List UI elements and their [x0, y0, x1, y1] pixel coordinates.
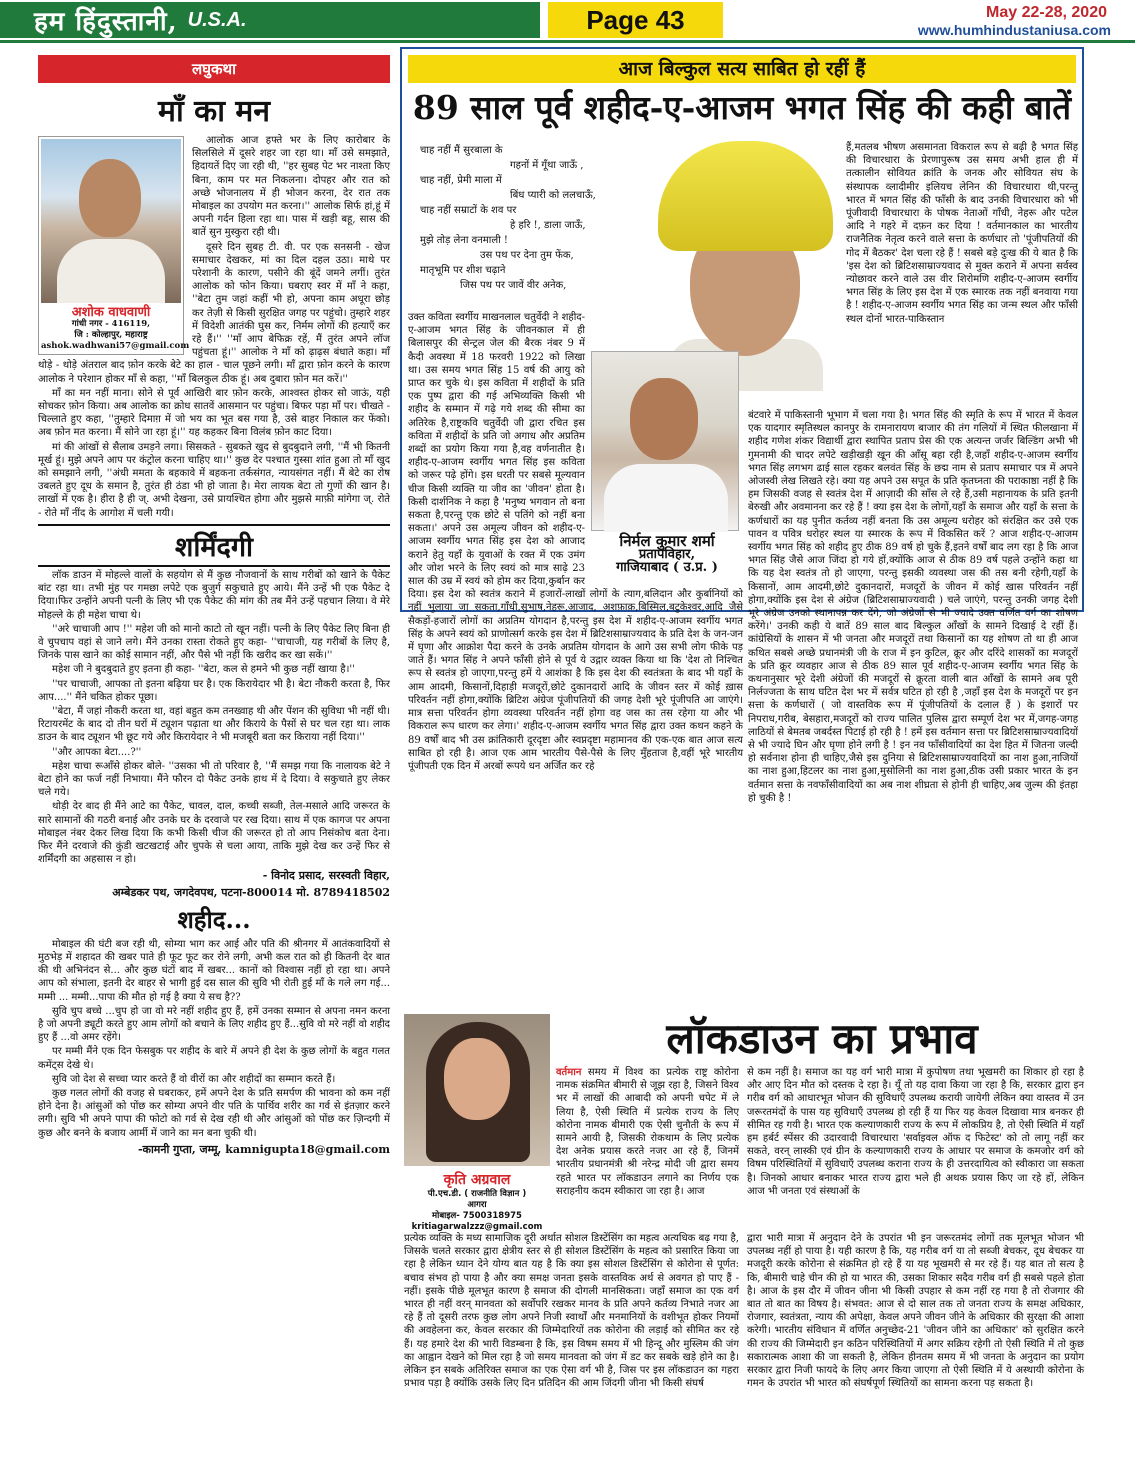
- poem-line: मुझे तोड़ लेना वनमाली !: [420, 235, 508, 246]
- paragraph: ''बेटा, मैं जहां नौकरी करता था, वहां बहुत कम तनख्वाह थी और पेंशन की सुविधा भी नहीं थी। रिटायरमेंट के बाद दो तीन घरों में ट्यूशन पढ़ाता था और किराये के पैसों से घर चल रहा था। लाक डाउन के बाद ट्यूशन भी छूट गये और किरायेदार ने भी मजबूरी बता कर किराया नहीं दिया।'': [38, 705, 390, 744]
- author-photo: [591, 351, 739, 531]
- author-photo: [41, 139, 181, 303]
- story-maa-ka-man: [38, 134, 390, 520]
- paragraph: माँ का मन नहीं माना। सोने से पूर्व आखिरी बार फ़ोन करके, आश्वस्त होकर सो जाऊं, यही सोचकर फ़ोन किया। अब आलोक का क्रोध सातवें आसमान पर पहुंचा। बिफर पड़ा माँ पर। चीखते - चिल्लाते हुए कहा, ''तुम्हारे दिमाग़ में जो भय का भूत बस गया है, उसे बाहर निकाल कर फेंको। अब फ़ोन मत करना। मैं सोने जा रहा हूं।'' यह कहकर बिना विलंब फ़ोन काट दिया।: [38, 387, 390, 439]
- masthead-banner: [0, 2, 540, 38]
- story-signature: - विनोद प्रसाद, सरस्वती विहार,: [262, 869, 390, 883]
- poem: [420, 143, 640, 293]
- paragraph: ''अरे चाचाजी आप !'' महेश जी को मानो काटो तो खून नहीं। पत्नी के लिए पैकेट लिए बिना ही वे चुपचाप वहां से जाने लगे। मैंने उनका रास्ता रोकते हुए कहा- ''चाचाजी, यह गरीबों के लिए है, जिनके पास खाने का कोई सामान नहीं, और पैसे भी नहीं कि खरीद कर खा सकें।'': [38, 623, 390, 662]
- newspaper-title: हम हिंदुस्तानी,: [34, 7, 178, 37]
- author-photo-shirt: [57, 239, 165, 303]
- paragraph: दूसरे दिन सुबह टी. वी. पर एक सनसनी - खेज समाचार देखकर, मां का दिल दहल उठा। माथे पर परेशानी के कारण, पसीने की बूंदें जमने लगीं। तुरंत आलोक को फोन किया। घबराए स्वर में माँ ने कहा, ''बेटा तुम जहां कहीं भी हो, अपना काम अधूरा छोड़ कर तेज़ी से किसी सुरक्षित जगह पर पहुंचो। तुम्हारे शहर में विदेशी आतंकी घुस कर, निर्मम लोगों की हत्याएँ कर रहे हैं।'' ''माँ आप बेफिक्र रहें, मैं तुरंत अपने लॉज पहुंचता हूं।'' आलोक ने माँ को ढ़ाढ़स बंधाते कहा। माँ थोड़े - थोड़े अंतराल बाद फ़ोन करके बेटे का हाल - चाल पूछने लगी। माँ द्वारा फ़ोन करने के कारण आलोक ने परेशान होकर माँ से कहा, ''माँ बिलकुल ठीक हूं। अब दुबारा फ़ोन मत करें।'': [38, 241, 390, 385]
- poem-line: हे हरि !, डाला जाऊँ,: [510, 220, 586, 231]
- paragraph: ''पर चाचाजी, आपका तो इतना बढ़िया घर है। एक किरायेदार भी है। बेटा नौकरी करता है, फिर आप....'' मैंने चकित होकर पूछा।: [38, 678, 390, 703]
- masthead: [0, 0, 1135, 42]
- paragraph: आलोक आज हफ्ते भर के लिए कारोबार के सिलसिले में दूसरे शहर जा रहा था। माँ उसे समझाते, हिदायतें दिए जा रही थी, ''हर सुबह पेट भर नाश्ता किए बिना, काम पर मत निकलना। दोपहर और रात को अच्छे भोजनालय में ही भोजन करना, देर रात तक मोबाइल का उपयोग मत करना।'' आलोक सिर्फ हां,हूं में अपनी गर्दन हिला रहा था। पास में खड़ी बहू, सास की बातें सुन मुस्कुरा रही थी।: [192, 135, 390, 239]
- website-link[interactable]: www.humhindustaniusa.com: [917, 22, 1111, 38]
- poem-line: चाह नहीं सम्राटों के शव पर: [420, 205, 517, 216]
- page-number: Page 43: [548, 2, 723, 38]
- paragraph: ''और आपका बेटा....?'': [52, 746, 142, 758]
- newspaper-region: U.S.A.: [187, 8, 247, 31]
- feature-kicker: आज बिल्कुल सत्य साबित हो रहीं हैं: [408, 55, 1076, 83]
- author-email: kritiagarwalzzz@gmail.com: [411, 1222, 543, 1232]
- author-name: निर्मल कुमार शर्मा: [619, 532, 715, 550]
- paragraph: महेश जी ने बुदबुदाते हुए इतना ही कहा- ''बेटा, कल से हमने भी कुछ नहीं खाया है।'': [52, 664, 355, 676]
- author-place-2: गाजियाबाद ( उ.प्र. ): [616, 560, 718, 576]
- feature-text-right-bottom: बंटवारे में पाकिस्तानी भूभाग में चला गया है। भगत सिंह की स्मृति के रूप में भारत में केवल एक यादगार स्मृतिस्थल कानपुर के रामनारायण बाजार की तंग गलियों में स्थित फीलखाना में शहीद गणेश शंकर विद्यार्थी द्वारा स्थापित प्रताप प्रेस की एक अत्यन्त जर्जर बिल्डिंग अभी भी गुमनामी की चादर लपेटे खड़ीखड़ी खून की आँसू बहा रही है,जहाँ शहीद-ए-आजम स्वर्गीय भगत सिंह लगभग ढाई साल रहकर बलवंत सिंह के छद्म नाम से प्रताप समाचार पत्र में अपने ओजस्वी लेख लिखते रहे। क्या यह अपने उस सपूत के प्रति कृतघ्नता की पराकाष्ठा नहीं है कि हम जिसकी वजह से स्वतंत्र देश में आज़ादी की साँस ले रहे हैं,उसी महानायक के प्रति इतनी बेरुखी और अवमानना कर रहे हैं ! क्या इस देश के लोगों,यहाँ के समाज और यहाँ के सत्ता के कर्णधारों का यह पुनीत कर्तव्य नहीं बनता कि उस अमूल्य धरोहर को संरक्षित कर उसे एक पावन व पवित्र धरोहर स्थल या स्मारक के रूप में विकसित करें ? आज शहीद-ए-आजम स्वर्गीय भगत सिंह को शहीद हुए ठीक 89 वर्ष हो चुके हैं,इतने वर्षों बाद लग रहा है कि आज भगत सिंह जैसे आज जिंदा हो गये हों,क्योंकि आज से ठीक 89 वर्ष पहले उन्होंने कहा था कि यह देश स्वतंत्र तो हो जाएगा, परन्तु इसकी व्यवस्था जस की तस बनी रहेगी,यहाँ के किसानों, आम आदमी,छोटे दुकानदारों, मजदूरों के जीवन में कोई खास परिवर्तन नहीं होगा,क्योंकि इस देश से अंग्रेज (ब्रिटिशसाम्राज्यवादी ) चले जाएंगे, परन्तु उनकी जगह देशी भूरे अंग्रेज उनको स्थानापन्न कर देंगे, जो अंग्रेजों से भी ज्यादे उक्त वर्णित वर्ग का शोषण करेंगे।' उनकी कही ये बातें 89 साल बाद बिल्कुल आँखों के सामने दिखाई दे रहीं हैं। कांग्रेसियों के शासन में भी जनता और मजदूरों तथा किसानों का यह शोषण तो था ही आज कथित सबसे अच्छे प्रधानमंत्री जी के राज में इन कुटिल, क्रूर और दरिंदे शासकों का मजदूरों के प्रति क्रूर व्यवहार आज से ठीक 89 साल पूर्व शहीद-ए-आजम स्वर्गीय भगत सिंह के कथनानुसार भूरे देशी अंग्रेजों की मजदूरों से क्रूरता वाली बात आँखों के सामने अब पूरी निर्लज्जता के साथ घटित देश भर में सर्वत्र घटित हो रही है ,जहाँ इस देश के मजदूरों पर इन सत्ता के कर्णधारों ( जो वास्तविक रूप में पूंजीपतियों के दलाल हैं ) के इशारों पर निपराध,गरीब, बेसहारा,मजदूरों को राज्य पालित पुलिस द्वारा सम्पूर्ण देश भर में,जगह-जगह लाठियों से बेमतब जबर्दस्त पिटाई हो रही है ! हमें इस वर्तमान सत्ता पर ब्रिटिशसाम्राज्यवादियों से भी ज्यादे घिन और घृणा होने लगी है ! इन नव फाँसीवादियों का देश हित में जितना जल्दी हो सर्वनाश होना ही चाहिए,जैसे इस दुनिया से ब्रिटिशसाम्राज्यवादियों का नाश हुआ,नाजियों का नाश हुआ,हिटलर का नाश हुआ,मुसोलिनी का नाश हुआ,ठीक उसी प्रकार भारत के इन वर्तमान सत्ता के नवफाँसीवादियों का अब नाश शीघ्रता से होनी ही चाहिए,अब जुल्म की इंतहा हो चुकी है !: [748, 410, 1078, 804]
- masthead-divider: [0, 40, 1135, 43]
- author-card-nirmal: [591, 351, 743, 575]
- left-column: [38, 55, 390, 1156]
- poem-line: उस पथ पर देना तुम फेंक,: [480, 250, 574, 261]
- feature-headline: 89 साल पूर्व शहीद-ए-आजम भगत सिंह की कही बातें: [412, 88, 1072, 127]
- story-title-sharmindagi: शर्मिंदगी: [38, 524, 390, 567]
- feature-body: उक्त कविता स्वर्गीय माखनलाल चतुर्वेदी ने शहीद-ए-आजम भगत सिंह के जीवनकाल में ही बिलासपुर की सेन्ट्रल जेल की बैरक नंबर 9 में कैदी अवस्था में 18 फरवरी 1922 को लिखा था। उस समय भगत सिंह 15 वर्ष की आयु को प्राप्त कर चुके थे। इस कविता में शहीदों के प्रति एक पुष्प द्वारा की गई अभिव्यक्ति किसी भी शहीद के सम्मान में गढ़े गये शब्द की सीमा का अतिरेक है,राष्ट्रकवि चतुर्वेदी जी द्वारा रचित इस कविता में शहीदों के प्रति जो अगाध और अप्रतिम शब्दों का प्रयोग किया गया है,वह वर्णनातीत है। शहीद-ए-आजम स्वर्गीय भगत सिंह इस कविता को जरूर पढ़े होंगे। इस धरती पर सबसे मूल्यवान चीज किसी व्यक्ति या जीव का 'जीवन' होता है। किसी दार्शनिक ने कहा है 'मनुष्य भगवान तो बना सकता है,परन्तु एक छोटे से पतिंगे को नहीं बना सकता।' अपने उस अमूल्य जीवन को शहीद-ए-आजम स्वर्गीय भगत सिंह इस देश को आजाद कराने हेतु यहाँ के युवाओं के रक्त में एक उमंग और जोश भरने के लिए स्वयं को मात्र साढ़े 23 साल की उम्र में स्वयं को होम कर दिया,कुर्बान कर दिया। इस देश को स्वतंत्र कराने में हजारों-लाखों लोगों के त्याग,बलिदान और कुर्बानियों को नहीं भुलाया जा सकता,गाँधी,सुभाष,नेहरू,आजाद, अशफ़ाक़,बिस्मिल,बटुकेश्वर,आदि जैसे सैकड़ों-हजारों लोगों का अप्रतिम योगदान है,परन्तु इस देश में शहीद-ए-आजम स्वर्गीय भगत सिंह के अपने स्वयं को प्राणोत्सर्ग करके इस देश में ब्रिटिशसाम्राज्यवाद के प्रति देश के जन-जन में घृणा और आक्रोश पैदा करने के उनके अप्रतिम योगदान के आगे उस सभी लोग फीके पड़ जाते हैं। भगत सिंह ने अपने फाँसी होने से पूर्व ये उद्गार व्यक्त किया था कि 'देश तो निश्चित रूप से स्वतंत्र हो जाएगा,परन्तु हमें ये आशंका है कि इस देश की स्वतंत्रता के बाद भी यहाँ के आम आदमी, किसानों,दिहाड़ी मजदूरों,छोटे दुकानदारों आदि के जीवन स्तर में कोई ख़ास परिवर्तन नहीं होगा,क्योंकि ब्रिटिश अंग्रेज पूंजीपतियों की जगह देशी भूरे पूंजीपति आ जाएंगे। मात्र सत्ता परिवर्तन होगा व्यवस्था परिवर्तन नहीं होगा वह जस का तस रहेगा या और भी विकराल रूप धारण कर लेगा।' शहीद-ए-आजम स्वर्गीय भगत सिंह द्वारा उक्त कथन कहने के 89 वर्षों बाद भी उस क्रांतिकारी दूरदृष्टा और स्वप्नदृष्टा महामानव की एक-एक बात आज सत्य साबित हो रही है। आज एक आम भारतीय पैसे-पैसे के लिए मुँहताज है,वहीं भूरे भारतीय पूंजीपती एक दिन में अरबों रूपये धन अर्जित कर रहे: [408, 312, 743, 772]
- lockdown-text-col2: से कम नहीं है। समाज का यह वर्ग भारी मात्रा में कुपोषण तथा भूखमरी का शिकार हो रहा है और आए दिन मौत को दस्तक दे रहा है। यूँ तो यह दावा किया जा रहा है कि, सरकार द्वारा इन गरीब वर्ग को आधारभूत भोजन की सुविधाएँ उपलब्ध करायी जायेगी लेकिन क्या वास्तव में उन जरूरतमंदों के पास यह सुविधाएँ उपलब्ध हो रही हैं या फिर यह केवल दिखावा मात्र बनकर ही सीमित रह गयी है। भारत एक कल्याणकारी राज्य के रूप में लोकप्रिय है, तो ऐसी स्थिति में यहाँ हम हर्बर्ट स्पेंसर की उदारवादी विचारधारा 'सर्वाइवल ऑफ द फिटेस्ट' को तो लागू नहीं कर सकते, वरन् लास्की एवं ग्रीन के कल्याणकारी राज्य के आधार पर समाज के कमजोर वर्ग को विषम परिस्थितियों में सुविधाएँ उपलब्ध कराना राज्य के ही उत्तरदायित्व को स्वीकारा जा सकता है। जिनको आधार बनाकर भारत राज्य द्वारा भले ही अथक प्रयास किए जा रहे हों, लेकिन आज भी जनता एवं संस्थाओं के: [747, 1067, 1084, 1197]
- paragraph: मोबाइल की घंटी बज रही थी, सोम्या भाग कर आई और पति की श्रीनगर में आतंकवादियों से मुठभेड़ में शहादत की खबर पाते ही फूट फूट कर रोने लगी, अभी कल रात को ही कितनी देर बात की थी अभिनंदन से... और कुछ घंटों बाद में खबर... कानों को विश्वास नहीं हो रहा था। अपने आप को संभाला, इतनी देर बाहर से भागी हुई दस साल की सुवि भी रोती हुई माँ के गले लग गई... मम्मी ... मम्मी...पापा की मौत हो गई है क्या ये सच है??: [38, 938, 390, 1003]
- story-title-shaheed: शहीद...: [177, 904, 251, 934]
- author-email: ashok.wadhwani57@gmail.com: [41, 341, 190, 352]
- story-title-maa-ka-man: माँ का मन: [158, 94, 270, 129]
- author-photo: [404, 1014, 550, 1166]
- feature-text-left: [408, 311, 743, 773]
- author-city: आगरा: [467, 1200, 487, 1210]
- story-shaheed: [38, 938, 390, 1156]
- section-tag: लघुकथा: [38, 55, 390, 83]
- lockdown-headline: लॉकडाउन का प्रभाव: [666, 1014, 978, 1063]
- poem-line: बिंध प्यारी को ललचाऊँ,: [510, 190, 596, 201]
- author-photo-face: [630, 378, 698, 460]
- story-signature-address: अम्बेडकर पथ, जगदेवपथ, पटना-800014 मो. 8789418502: [112, 885, 390, 899]
- story-sharmindagi: [38, 569, 390, 899]
- lockdown-body: समय में विश्व का प्रत्येक राष्ट्र कोरोना नामक संक्रमित बीमारी से जूझ रहा है, जिसने विश्व भर में लाखों की आबादी को अपनी चपेट में ले लिया है, ऐसी स्थिति में प्रत्येक राज्य के लिए कोरोना नामक बीमारी एक ऐसी चुनौती के रूप में सामने आयी है, जिसकी रोकथाम के लिए प्रत्येक देश अनेक प्रयास करते नजर आ रहे हैं, जिनमें भारतीय प्रधानमंत्री श्री नरेन्द्र मोदी जी द्वारा समय रहते भारत पर लॉकडाउन लगाने का निर्णय एक सराहनीय कदम स्वीकारा जा रहा है। आज: [556, 1067, 739, 1197]
- feature-text-right-top: हैं,मतलब भीषण असमानता विकराल रूप से बढ़ी है भगत सिंह की विचारधारा के प्रेरणापुरूष उस समय अभी हाल ही में तत्कालीन सोवियत क्रांति के जनक और सोवियत संघ के संस्थापक व्लादीमीर इलियच लेनिन की विचारधारा थी,परन्तु भारत में भगत सिंह की फाँसी के बाद उनकी विचारधारा को भी पूंजीवादी विचारधारा के पोषक नेताओं गाँधी, नेहरू और पटेल आदि ने गहरे में दफ़न कर दिया ! वर्तमानकाल का भारतीय राजनैतिक नेतृत्व करने वाले सत्ता के कर्णधार तो 'पूंजीपतियों की गोद में बैठकर' देश चला रहे हैं ! सबसे बड़े दुःख की ये बात है कि 'इस देश को ब्रिटिशसाम्राज्यवाद से मुक्त कराने में अपना सर्वस्व न्योछावर करने वाले उस वीर शिरोमणि शहीद-ए-आजम स्वर्गीय भगत सिंह के लिए इस देश में एक स्मारक तक नहीं बनवाया गया है ! शहीद-ए-आजम स्वर्गीय भगत सिंह का जन्म स्थल और फाँसी स्थल दोनों भारत-पाकिस्तान: [846, 142, 1078, 325]
- author-place-1: प्रतापविहार,: [638, 547, 696, 563]
- poem-line: चाह नहीं, प्रेमी माला में: [420, 175, 502, 186]
- paragraph: महेश चाचा रूआँसे होकर बोले- ''उसका भी तो परिवार है, ''मैं समझ गया कि नालायक बेटे ने बेटा होने का फर्ज नहीं निभाया। मैंने फौरन दो पैकेट उनके हाथ में दे दिया। वे सकुचाते हुए लेकर चले गये।: [38, 760, 390, 799]
- paragraph: मां की आंखों से सैलाब उमड़ने लगा। सिसकते - सुबकते खुद से बुदबुदाने लगी, ''मैं भी कितनी मूर्ख हूं। मुझे अपने आप पर कंट्रोल करना चाहिए था।'' कुछ देर पश्चात गुस्सा शांत हुआ तो माँ खुद को समझाने लगी, ''अंधी ममता के बहकावे में बहकना तर्कसंगत, न्यायसंगत नहीं। मैं बेटे का रोष उबलते हुए दूध के समान है, तुरंत ही ठंडा भी हो जाता है। मेरा लायक बेटा तो गुणों की खान है। लाखों में एक है। हीरा है ही ज्. अभी देखना, उसे प्रायश्चित होगा और मुझसे माफ़ी मांगेगा ज्. रोते - रोते माँ नींद के आगोश में चली गयी।: [38, 441, 390, 519]
- portrait-turban: [658, 141, 833, 251]
- lockdown-text-col1: [556, 1066, 739, 1198]
- author-address-1: गांधी नगर - 416119,: [71, 319, 151, 330]
- poem-line: चाह नहीं मैं सुरबाला के: [420, 145, 503, 156]
- paragraph: थोड़ी देर बाद ही मैंने आटे का पैकेट, चावल, दाल, कच्ची सब्जी, तेल-मसाले आदि जरूरत के सारे सामानों की गठरी बनाई और उनके घर के दरवाजे पर रख दिया। साथ में एक कागज पर अपना मोबाइल नंबर देकर लिख दिया कि कभी किसी चीज की जरूरत हो तो आप निसंकोच बता देना। फिर मैंने दरवाजे की कुंडी खटखटाई और चुपके से चला आया, ताकि मुझे देख कर उन्हें फिर से शर्मिंदगी का अहसास न हो।: [38, 801, 390, 866]
- story-signature: -कामनी गुप्ता, जम्मू, kamnigupta18@gmail.com: [137, 1142, 390, 1156]
- author-mobile: मोबाइल- 7500318975: [432, 1211, 522, 1221]
- author-card: [38, 136, 190, 355]
- lead-word: वर्तमान: [556, 1067, 582, 1078]
- author-address-2: जि : कोल्हापुर, महाराष्ट्र: [74, 330, 148, 341]
- author-photo-face: [444, 1038, 510, 1120]
- author-photo-shirt: [604, 464, 728, 532]
- poem-line: जिस पथ पर जावें वीर अनेक,: [460, 280, 567, 291]
- author-name: कृति अग्रवाल: [443, 1172, 511, 1188]
- paragraph: कुछ गलत लोगों की वजह से घबराकर, हमें अपने देश के प्रति समर्पण की भावना को कम नहीं होने देना है। आंसुओं को पोंछ कर सोम्या अपने वीर पति के पार्थिव शरीर का गर्व से इंतज़ार करने लगी। सुवि भी अपने पापा की फोटो को गर्व से देख रही थी और आंसुओं को पोंछ कर ज़िन्दगी में कुछ और बनने के बजाय आर्मी में जाने का मन बना चुकी थी।: [38, 1088, 390, 1139]
- author-card-kriti: [404, 1014, 550, 1233]
- paragraph: सुवि चुप बच्चे ...चुप हो जा वो मरे नहीं शहीद हुए हैं, हमें उनका सम्मान से अपना नमन करना है जो अपनी ड्यूटी करते हुए आम लोगों को बचाने के लिए शहीद हुए हैं...सुवि वो मरे नहीं वो शहीद हुए हैं ...वो अमर रहेंगे।: [38, 1005, 390, 1044]
- poem-line: गहनों में गूँथा जाऊँ ,: [510, 160, 584, 171]
- author-credential: पी.एच.डी. ( राजनीति विज्ञान ): [427, 1189, 527, 1199]
- poem-line: मातृभूमि पर शीश चढ़ाने: [420, 265, 506, 276]
- feature-article: [400, 47, 1084, 804]
- issue-date: May 22-28, 2020: [986, 4, 1107, 21]
- author-name: अशोक वाधवाणी: [71, 305, 151, 320]
- lockdown-text-bottom-right: द्वारा भारी मात्रा में अनुदान देने के उपरांत भी इन जरूरतमंद लोगों तक मूलभूत भोजन भी उपलब्ध नहीं हो पाया है। यही कारण है कि, यह गरीब वर्ग या तो सब्जी बेचकर, दूध बेचकर या मजदूरी करके कोरोना से संक्रमित हो रहे हैं या यह भूखमरी से मर रहे हैं। यह बात तो सत्य है कि, बीमारी चाहे चीन की हो या भारत की, उसका शिकार सदैव गरीब वर्ग ही सबसे पहले होता है। आज के इस दौर में जीवन जीना भी किसी उपहार से कम नहीं रह गया है तो रोजगार की बात तो बात का विषय है। संभवत: आज से दो साल तक तो जनता राज्य के समक्ष अधिकार, रोजगार, स्वतंत्रता, न्याय की अपेक्षा, केवल अपने जीवन जीने के अधिकार की सुरक्षा की आशा करेगी। भारतीय संविधान में वर्णित अनुच्छेद-21 'जीवन जीने का अधिकार' को सुरक्षित करने की राज्य की जिम्मेदारी इन कठिन परिस्थितियों में अगर सक्रिय रहेगी तो ऐसी स्थिति में तो कुछ सकारात्मक आशा की जा सकती है, लेकिन हीनतम समय में भी जनता के अनुदान का प्रयोग सरकार द्वारा निजी फायदे के लिए अगर किया जाएगा तो ऐसी स्थिति में ये अस्थायी कोरोना के गमन के उपरांत भी भारत को संघर्षपूर्ण स्थितियों का सामना करना पड़ सकता है।: [747, 1233, 1084, 1390]
- lockdown-text-bottom-left: प्रत्येक व्यक्ति के मध्य सामाजिक दूरी अर्थात सोशल डिस्टेंसिंग का महत्व अत्यधिक बढ़ गया है, जिसके चलते सरकार द्वारा क्षेत्रीय स्तर से ही सोशल डिस्टेंसिंग के महत्व को प्रसारित किया जा रहा है लेकिन ध्यान देने योग्य बात यह है कि क्या इस सोशल डिस्टेंसिंग से कोरोना से पूर्णत: बचाव संभव हो पाया है और क्या समक्ष जनता इसके वास्तविक अर्थ से अवगत हो पाए हैं - नहीं। इसके पीछे मूलभूत कारण है समाज की दोगली मानसिकता। जहाँ समाज का एक वर्ग भारत ही नहीं वरन् मानवता को सर्वोपरि रखकर मानव के प्रति अपने कर्तव्य निभाते नजर आ रहे हैं तो दूसरी तरफ कुछ लोग अपने निजी स्वार्थों और मनमानियों के वशीभूत होकर नियमों की अवहेलना कर, केवल सरकार की जिम्मेदारियों तक कोरोना की लड़ाई को सीमित कर रहे हैं। यह हमारे देश की भारी विडम्बना है कि, इस विषम समय में भी हिन्दू और मुस्लिम की जंग का आह्वान देखने को मिल रहा है जो समय मानवता को जंग में डट कर सबके खड़े होने का है। लेकिन इन सबके अतिरिक्त समाज का एक ऐसा वर्ग भी है, जिस पर इस लॉकडाउन का गहरा प्रभाव पड़ा है क्योंकि उसके लिए दिन प्रतिदिन की आम जिंदगी जीना भी किसी संघर्ष: [404, 1233, 739, 1390]
- paragraph: पर मम्मी मैंने एक दिन फेसबुक पर शहीद के बारे में अपने ही देश के कुछ लोगों के बहुत गलत कमेंट्स देखे थे।: [38, 1046, 390, 1071]
- paragraph: सुवि जो देश से सच्चा प्यार करते हैं वो वीरों का और शहीदों का सम्मान करते हैं।: [52, 1073, 336, 1085]
- paragraph: लॉक डाउन में मोहल्ले वालों के सहयोग से मैं कुछ नौजवानों के साथ गरीबों को खाने के पैकेट बांट रहा था। तभी मुंह पर गमछा लपेटे एक बुजुर्ग सकुचाते हुए आये। मैंने उन्हें भी एक पैकेट दे दिया।फिर उन्होंने अपनी पत्नी के लिए भी एक पैकेट की मांग की तब मैंने उन्हें पहचान लिया। वे मेरे मोहल्ले के ही महेश चाचा थे।: [38, 569, 390, 621]
- author-photo-face: [79, 159, 141, 237]
